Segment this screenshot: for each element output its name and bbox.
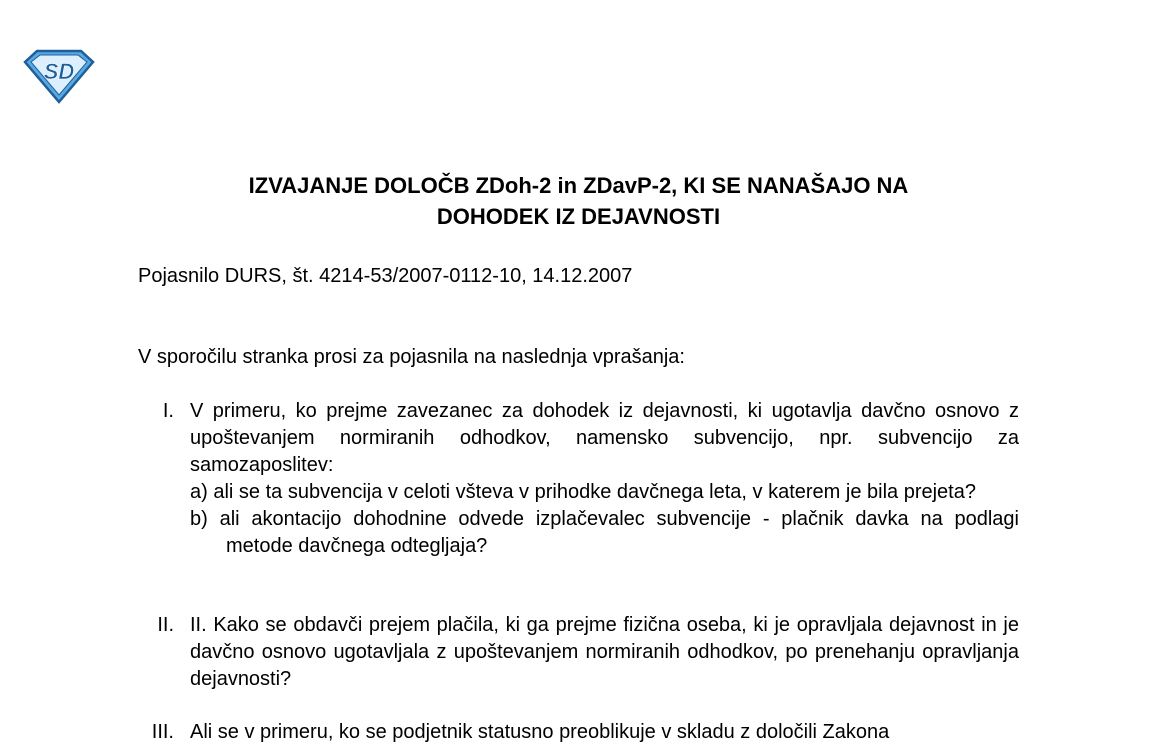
logo-letters: SD [43,59,75,84]
sd-shield-logo-icon [22,48,96,104]
question-item-3 [138,719,1019,746]
question-numeral: I. [162,400,174,422]
title-line-2: DOHODEK IZ DEJAVNOSTI [436,204,721,229]
document-title [0,170,1157,232]
question-text: Ali se v primeru, ko se podjetnik statusno preoblikuje v skladu z določili Zakona [190,721,890,743]
question-numeral: II. [157,614,174,636]
sd-logo [22,48,96,104]
question-subitem-a: a) ali se ta subvencija v celoti všteva v prihodke davčnega leta, v katerem je bila prejeta? [190,481,976,503]
title-line-1: IZVAJANJE DOLOČB ZDoh-2 in ZDavP-2, KI SE NANAŠAJO NA [248,173,909,198]
question-item-2 [138,612,1019,693]
question-text: V primeru, ko prejme zavezanec za dohodek iz dejavnosti, ki ugotavlja davčno osnovo z upoštevanjem normiranih odhodkov, namensko subvencijo, npr. subvencijo za samozaposlitev: [190,400,1019,476]
question-numeral: III. [151,721,174,743]
document-subtitle: Pojasnilo DURS, št. 4214-53/2007-0112-10, 14.12.2007 [138,265,633,287]
question-text: II. Kako se obdavči prejem plačila, ki ga prejme fizična oseba, ki je opravljala dejavnost in je davčno osnovo ugotavljala z upoštevanjem normiranih odhodkov, po prenehanju opravljanja dejavnosti? [190,614,1019,690]
intro-paragraph: V sporočilu stranka prosi za pojasnila na naslednja vprašanja: [138,346,685,368]
question-subitem-b: b) ali akontacijo dohodnine odvede izplačevalec subvencije - plačnik davka na podlagi metode davčnega odtegljaja? [190,508,1019,557]
question-item-1 [138,398,1019,560]
